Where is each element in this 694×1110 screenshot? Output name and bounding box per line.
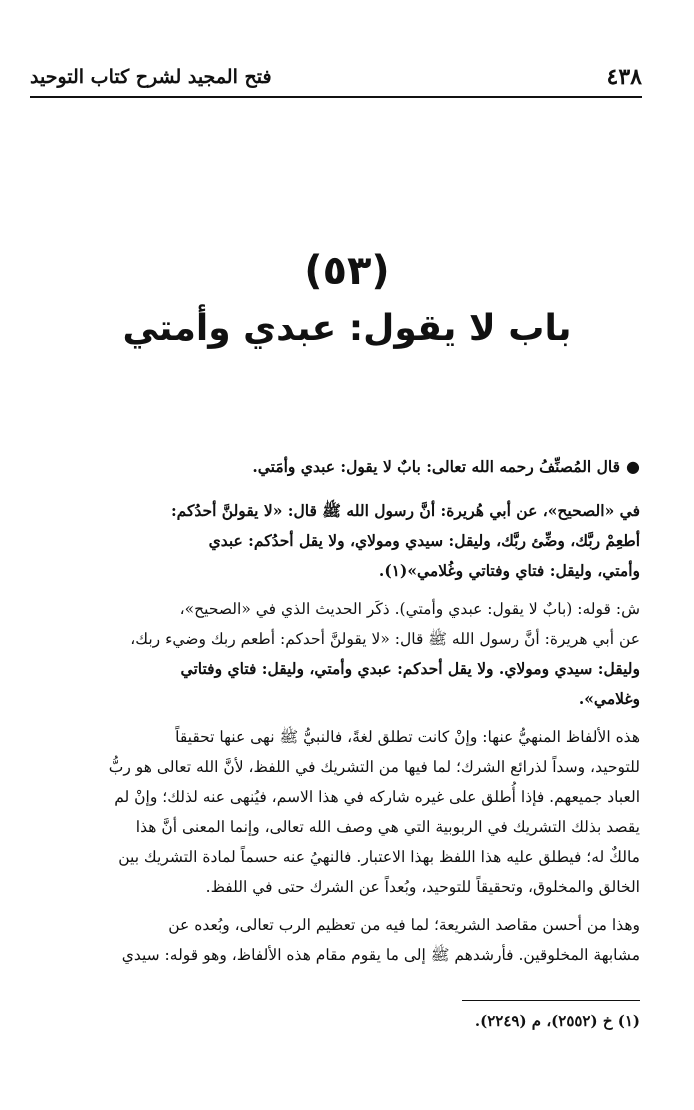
bullet-icon: ● bbox=[626, 457, 640, 476]
text-line: عن أبي هريرة: أنَّ رسول الله ﷺ قال: «لا يقولنَّ أحدكم: أطعم ربك وضيء ربك، bbox=[130, 630, 640, 648]
body-text bbox=[30, 452, 640, 978]
page-number: ٤٣٨ bbox=[606, 64, 642, 90]
text-line: يقصد بذلك التشريك في الربوبية التي هي وصف الله تعالى، وإنما المعنى أنَّ هذا bbox=[135, 818, 640, 836]
chapter-title: باب لا يقول: عبدي وأمتي bbox=[122, 308, 572, 349]
closing-paragraph bbox=[30, 910, 640, 970]
explanation-paragraph bbox=[30, 722, 640, 902]
text-line: أطعِمْ ربَّك، وضِّئ ربَّك، وليقل: سيدي ومولاي، ولا يقل أحدُكم: عبدي bbox=[208, 531, 640, 550]
text-line: العباد جميعهم. فإذا أُطلق على غيره شاركه في هذا الاسم، فيُنهى عنه لذلك؛ وإنْ لم bbox=[114, 788, 640, 806]
text-line: وأمتي، وليقل: فتاي وفتاتي وغُلامي»(١). bbox=[378, 561, 640, 580]
running-header bbox=[30, 60, 642, 94]
author-statement bbox=[30, 452, 640, 482]
text-line: ش: قوله: (بابٌ لا يقول: عبدي وأمتي). ذكَر الحديث الذي في «الصحيح»، bbox=[179, 600, 640, 618]
text-line: للتوحيد، وسداً لذرائع الشرك؛ لما فيها من التشريك في اللفظ، لأنَّ الله تعالى هو ربُّ bbox=[108, 758, 640, 776]
book-title: فتح المجيد لشرح كتاب التوحيد bbox=[30, 66, 272, 88]
chapter-number: (٥٣) bbox=[304, 248, 390, 294]
text-line: وهذا من أحسن مقاصد الشريعة؛ لما فيه من تعظيم الرب تعالى، وبُعده عن bbox=[168, 916, 640, 934]
header-rule bbox=[30, 96, 642, 98]
footnote: (١) خ (٢٥٥٢)، م (٢٢٤٩). bbox=[474, 1012, 640, 1030]
footnote-rule bbox=[462, 1000, 640, 1001]
commentary-paragraph bbox=[30, 594, 640, 714]
author-statement-text: قال المُصنِّفُ رحمه الله تعالى: بابٌ لا يقول: عبدي وأمَتي. bbox=[252, 457, 621, 476]
text-line: وليقل: سيدي ومولاي. ولا يقل أحدكم: عبدي وأمتي، وليقل: فتاي وفتاتي bbox=[180, 659, 640, 678]
text-line: وغلامي». bbox=[578, 689, 640, 708]
text-line: هذه الألفاظ المنهيُّ عنها: وإنْ كانت تطلق لغةً، فالنبيُّ ﷺ نهى عنها تحقيقاً bbox=[175, 728, 640, 746]
text-line: الخالق والمخلوق، وتحقيقاً للتوحيد، وبُعداً عن الشرك حتى في اللفظ. bbox=[205, 878, 640, 896]
text-line: مالكٌ له؛ فيطلق عليه هذا اللفظ بهذا الاعتبار. فالنهيُ عنه حسماً لمادة التشريك بين bbox=[118, 848, 640, 866]
hadith-paragraph bbox=[30, 496, 640, 586]
text-line: في «الصحيح»، عن أبي هُريرة: أنَّ رسول الله ﷺ قال: «لا يقولنَّ أحدُكم: bbox=[170, 501, 640, 520]
text-line: مشابهة المخلوقين. فأرشدهم ﷺ إلى ما يقوم مقام هذه الألفاظ، وهو قوله: سيدي bbox=[121, 946, 640, 964]
